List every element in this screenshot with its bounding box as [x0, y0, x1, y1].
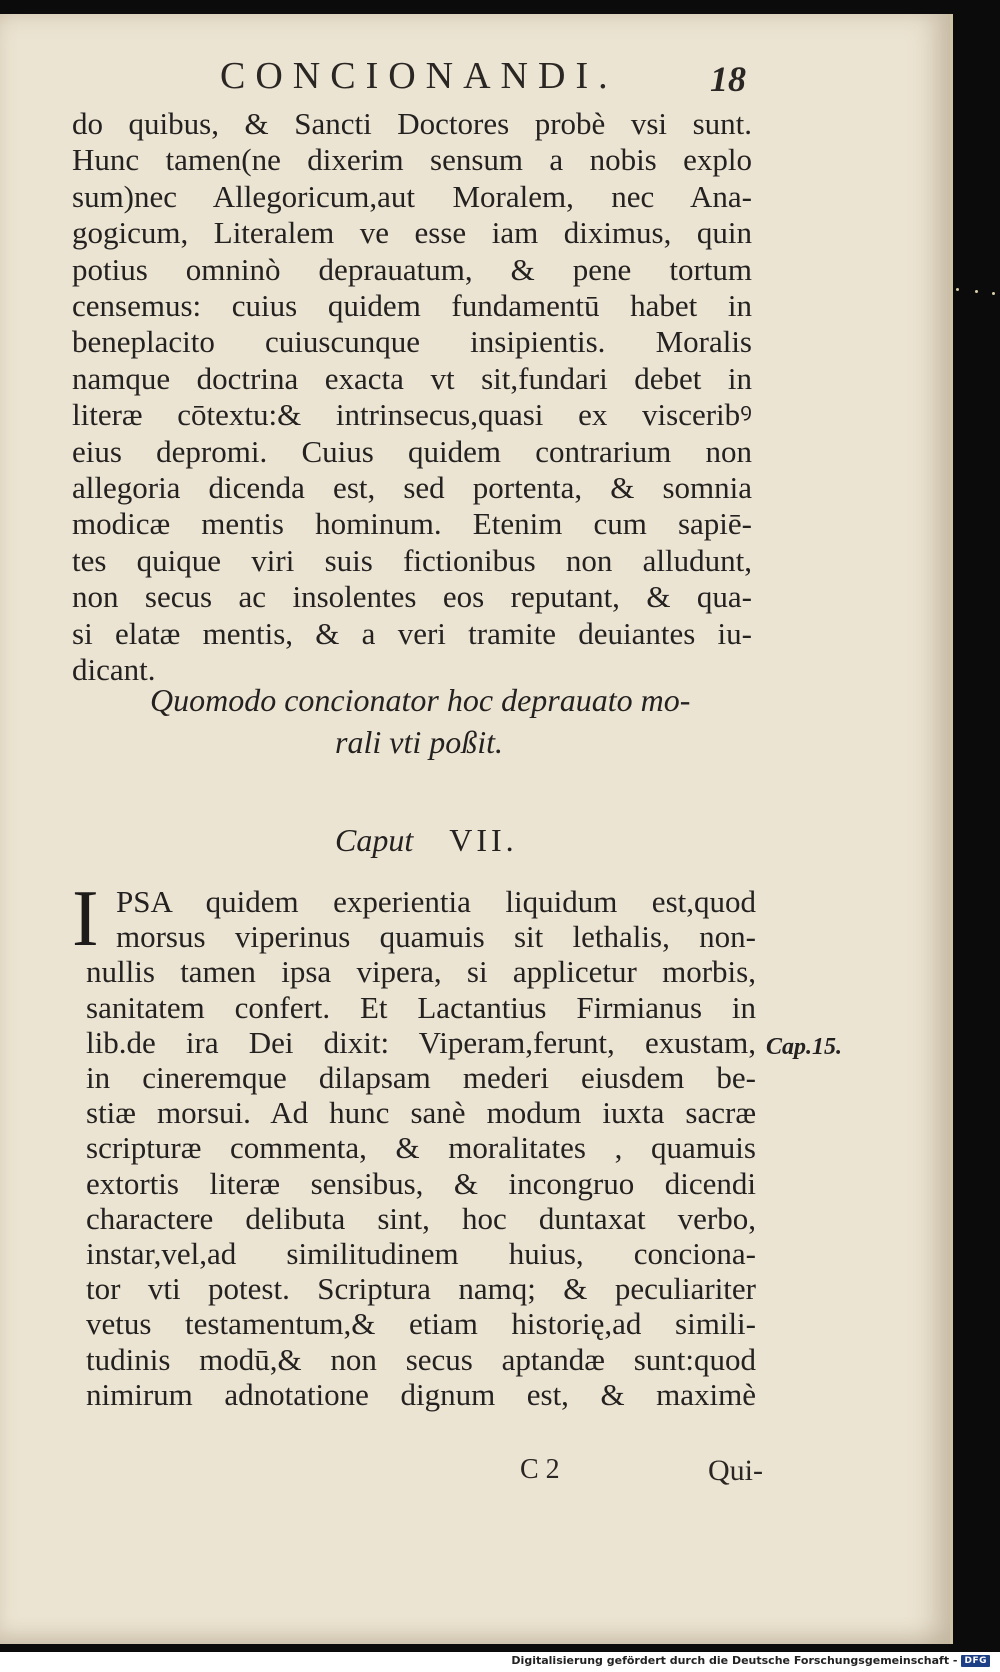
text-line: eius depromi. Cuius quidem contrarium non: [72, 433, 752, 469]
margin-note: Cap.15.: [766, 1034, 843, 1060]
text-line: modicæ mentis hominum. Etenim cum sapiē-: [72, 506, 752, 542]
chapter-text-line: vetus testamentum,& etiam historię,ad simili-: [86, 1306, 756, 1342]
chapter-text-line: charactere delibuta sint, hoc duntaxat verbo,: [86, 1200, 756, 1236]
book-page: [0, 14, 953, 1644]
caput-label: Caput: [335, 822, 414, 858]
chapter-text-line: extortis literæ sensibus, & incongruo dicendi: [86, 1165, 756, 1201]
text-line: gogicum, Literalem ve esse iam diximus, quin: [72, 215, 752, 251]
chapter-text-line: lib.de ira Dei dixit: Viperam,ferunt, exustam,: [86, 1024, 756, 1060]
drop-initial: I: [72, 875, 99, 963]
text-line: tes quique viri suis fictionibus non alludunt,: [72, 542, 752, 578]
edge-speck: [956, 288, 959, 291]
chapter-text-line: instar,vel,ad similitudinem huius, conciona-: [86, 1236, 756, 1271]
chapter-text-line: in cineremque dilapsam mederi eiusdem be-: [86, 1060, 756, 1095]
text-line: literæ cōtextu:& intrinsecus,quasi ex visceribꝰ: [72, 397, 752, 433]
chapter-text-line: tudinis modū,& non secus aptandæ sunt:quod: [86, 1341, 756, 1377]
running-head: CONCIONANDI.: [220, 55, 618, 97]
text-line: Hunc tamen(ne dixerim sensum a nobis explo: [72, 142, 752, 178]
chapter-text-line: PSA quidem experientia liquidum est,quod: [116, 884, 756, 919]
chapter-text-line: nimirum adnotatione dignum est, & maximè: [86, 1376, 756, 1412]
chapter-text-line: sanitatem confert. Et Lactantius Firmianus in: [86, 989, 756, 1025]
chapter-heading: [335, 822, 518, 859]
caput-number: VII.: [449, 822, 518, 858]
section-title-line-2: rali vti poßit.: [335, 724, 503, 760]
text-line: si elatæ mentis, & a veri tramite deuiantes iu-: [72, 615, 752, 651]
text-line: allegoria dicenda est, sed portenta, & somnia: [72, 470, 752, 505]
edge-speck: [975, 290, 978, 293]
text-line: beneplacito cuiuscunque insipientis. Moralis: [72, 324, 752, 360]
footer-credit-text: Digitalisierung gefördert durch die Deutsche Forschungsgemeinschaft -: [511, 1654, 958, 1667]
edge-speck: [992, 292, 995, 295]
text-line: potius omninò deprauatum, & pene tortum: [72, 251, 752, 287]
text-line: non secus ac insolentes eos reputant, & qua-: [72, 579, 752, 615]
text-line: dicant.: [72, 652, 156, 687]
text-line: sum)nec Allegoricum,aut Moralem, nec Ana-: [72, 178, 752, 214]
signature-mark: C 2: [520, 1454, 560, 1485]
page-number: 18: [710, 59, 746, 99]
chapter-text-line: scripturæ commenta, & moralitates , quamuis: [86, 1130, 756, 1166]
chapter-text-line: stiæ morsui. Ad hunc sanè modum iuxta sacræ: [86, 1095, 756, 1131]
chapter-text-line: morsus viperinus quamuis sit lethalis, non-: [116, 919, 756, 955]
section-title-line-1: Quomodo concionator hoc deprauato mo-: [150, 682, 691, 718]
chapter-text-line: tor vti potest. Scriptura namq; & peculiariter: [86, 1271, 756, 1307]
catchword: Qui-: [708, 1454, 763, 1487]
dfg-logo: DFG: [961, 1655, 990, 1667]
text-line: do quibus, & Sancti Doctores probè vsi sunt.: [72, 106, 752, 141]
text-line: namque doctrina exacta vt sit,fundari debet in: [72, 360, 752, 396]
text-line: censemus: cuius quidem fundamentū habet in: [72, 288, 752, 323]
chapter-text-line: nullis tamen ipsa vipera, si applicetur morbis,: [86, 954, 756, 990]
footer-credit: [511, 1654, 990, 1667]
